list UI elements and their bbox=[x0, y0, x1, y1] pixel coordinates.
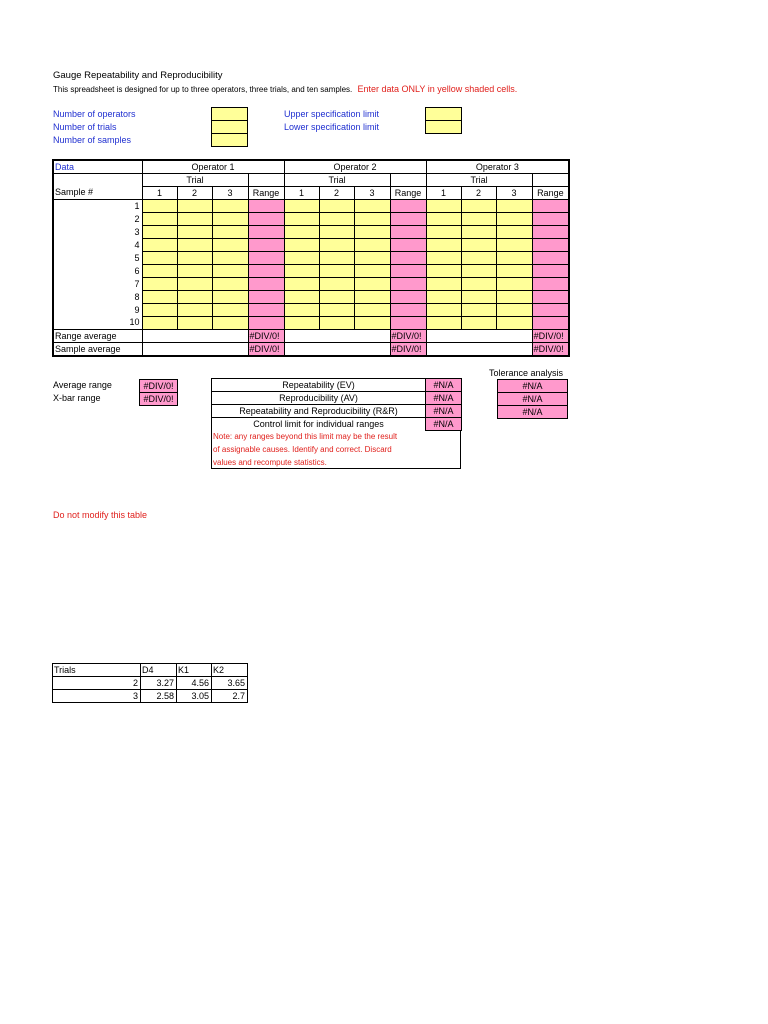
constants-cell: 3 bbox=[53, 690, 141, 703]
trial-3-header: 3 bbox=[354, 187, 390, 200]
measurement-cell[interactable] bbox=[177, 200, 212, 213]
trials-label: Number of trials bbox=[53, 122, 117, 132]
operators-input[interactable] bbox=[211, 107, 248, 121]
measurement-cell[interactable] bbox=[461, 304, 496, 317]
control-limit-label: Control limit for individual ranges bbox=[212, 418, 426, 431]
blank-cell bbox=[532, 174, 569, 187]
measurement-cell[interactable] bbox=[319, 239, 354, 252]
range-cell bbox=[248, 200, 284, 213]
constants-cell: 3.65 bbox=[212, 677, 248, 690]
measurement-cell[interactable] bbox=[177, 252, 212, 265]
xbar-range-value: #DIV/0! bbox=[139, 392, 178, 406]
description-text: This spreadsheet is designed for up to three operators, three trials, and ten samples. bbox=[53, 85, 353, 94]
measurement-cell[interactable] bbox=[461, 252, 496, 265]
operator-3-header: Operator 3 bbox=[426, 160, 569, 174]
range-cell bbox=[532, 291, 569, 304]
measurement-cell[interactable] bbox=[496, 200, 532, 213]
measurement-cell[interactable] bbox=[426, 252, 461, 265]
measurement-cell[interactable] bbox=[142, 226, 177, 239]
blank-cell bbox=[248, 174, 284, 187]
range-cell bbox=[248, 291, 284, 304]
range-cell bbox=[532, 200, 569, 213]
tolerance-ev-value: #N/A bbox=[498, 380, 568, 393]
sample-number: 10 bbox=[53, 317, 142, 330]
sample-number: 3 bbox=[53, 226, 142, 239]
measurement-cell[interactable] bbox=[426, 265, 461, 278]
tolerance-analysis-label: Tolerance analysis bbox=[489, 368, 564, 378]
constants-cell: 2 bbox=[53, 677, 141, 690]
blank-cell bbox=[390, 174, 426, 187]
sample-row bbox=[53, 304, 569, 317]
measurement-cell[interactable] bbox=[142, 304, 177, 317]
measurement-cell[interactable] bbox=[319, 252, 354, 265]
measurement-cell[interactable] bbox=[212, 291, 248, 304]
measurement-cell[interactable] bbox=[284, 239, 319, 252]
blank-cell bbox=[142, 343, 248, 357]
rr-label: Repeatability and Reproducibility (R&R) bbox=[212, 405, 426, 418]
measurement-cell[interactable] bbox=[461, 317, 496, 330]
usl-input[interactable] bbox=[425, 107, 462, 121]
trial-header: Trial bbox=[426, 174, 532, 187]
note-line-2: of assignable causes. Identify and correct. Discard bbox=[213, 445, 392, 454]
blank-cell bbox=[426, 343, 532, 357]
tolerance-rr-value: #N/A bbox=[498, 406, 568, 419]
range-cell bbox=[390, 226, 426, 239]
measurement-cell[interactable] bbox=[426, 278, 461, 291]
measurement-cell[interactable] bbox=[177, 265, 212, 278]
range-average-op1: #DIV/0! bbox=[248, 330, 284, 343]
range-average-label: Range average bbox=[53, 330, 142, 343]
range-header: Range bbox=[390, 187, 426, 200]
reproducibility-value: #N/A bbox=[426, 392, 462, 405]
lsl-input[interactable] bbox=[425, 120, 462, 134]
range-cell bbox=[390, 291, 426, 304]
measurement-cell[interactable] bbox=[212, 317, 248, 330]
sample-number: 8 bbox=[53, 291, 142, 304]
measurement-cell[interactable] bbox=[354, 304, 390, 317]
measurement-cell[interactable] bbox=[177, 278, 212, 291]
measurement-cell[interactable] bbox=[461, 265, 496, 278]
sample-row bbox=[53, 200, 569, 213]
samples-label: Number of samples bbox=[53, 135, 132, 145]
measurement-cell[interactable] bbox=[177, 291, 212, 304]
sample-number: 1 bbox=[53, 200, 142, 213]
measurement-cell[interactable] bbox=[284, 200, 319, 213]
sample-row bbox=[53, 278, 569, 291]
range-cell bbox=[248, 213, 284, 226]
range-average-op3: #DIV/0! bbox=[532, 330, 569, 343]
trial-3-header: 3 bbox=[496, 187, 532, 200]
measurement-cell[interactable] bbox=[354, 278, 390, 291]
range-cell bbox=[390, 278, 426, 291]
measurement-cell[interactable] bbox=[319, 265, 354, 278]
measurement-cell[interactable] bbox=[212, 252, 248, 265]
measurement-cell[interactable] bbox=[496, 252, 532, 265]
measurement-cell[interactable] bbox=[319, 226, 354, 239]
constants-cell: 2.7 bbox=[212, 690, 248, 703]
measurement-cell[interactable] bbox=[212, 200, 248, 213]
measurement-cell[interactable] bbox=[142, 265, 177, 278]
sample-number: 7 bbox=[53, 278, 142, 291]
measurement-cell[interactable] bbox=[284, 317, 319, 330]
trial-1-header: 1 bbox=[426, 187, 461, 200]
range-cell bbox=[532, 265, 569, 278]
sample-average-op3: #DIV/0! bbox=[532, 343, 569, 357]
range-cell bbox=[390, 213, 426, 226]
measurement-cell[interactable] bbox=[354, 226, 390, 239]
measurement-cell[interactable] bbox=[319, 213, 354, 226]
sample-number: 2 bbox=[53, 213, 142, 226]
sample-average-op1: #DIV/0! bbox=[248, 343, 284, 357]
repeatability-value: #N/A bbox=[426, 379, 462, 392]
measurement-cell[interactable] bbox=[177, 226, 212, 239]
range-cell bbox=[390, 317, 426, 330]
sample-average-label: Sample average bbox=[53, 343, 142, 357]
constants-header-d4: D4 bbox=[141, 664, 177, 677]
measurement-cell[interactable] bbox=[177, 304, 212, 317]
range-cell bbox=[248, 304, 284, 317]
measurement-cell[interactable] bbox=[142, 317, 177, 330]
sample-number-header: Sample # bbox=[53, 187, 142, 200]
trial-header: Trial bbox=[142, 174, 248, 187]
range-cell bbox=[248, 317, 284, 330]
operator-1-header: Operator 1 bbox=[142, 160, 284, 174]
reproducibility-label: Reproducibility (AV) bbox=[212, 392, 426, 405]
control-limit-value: #N/A bbox=[426, 418, 462, 431]
measurement-cell[interactable] bbox=[284, 226, 319, 239]
tolerance-table bbox=[497, 379, 568, 419]
constants-cell: 4.56 bbox=[177, 677, 212, 690]
measurement-cell[interactable] bbox=[354, 200, 390, 213]
sample-row bbox=[53, 226, 569, 239]
trial-header: Trial bbox=[284, 174, 390, 187]
range-header: Range bbox=[248, 187, 284, 200]
measurement-cell[interactable] bbox=[461, 239, 496, 252]
warning-text: Do not modify this table bbox=[53, 510, 148, 520]
range-cell bbox=[390, 304, 426, 317]
sample-number: 5 bbox=[53, 252, 142, 265]
measurement-cell[interactable] bbox=[426, 291, 461, 304]
sample-number: 4 bbox=[53, 239, 142, 252]
range-average-op2: #DIV/0! bbox=[390, 330, 426, 343]
measurement-cell[interactable] bbox=[319, 317, 354, 330]
measurement-cell[interactable] bbox=[212, 213, 248, 226]
range-header: Range bbox=[532, 187, 569, 200]
measurement-cell[interactable] bbox=[354, 239, 390, 252]
range-cell bbox=[532, 304, 569, 317]
constants-cell: 2.58 bbox=[141, 690, 177, 703]
measurement-cell[interactable] bbox=[212, 226, 248, 239]
trial-1-header: 1 bbox=[284, 187, 319, 200]
constants-header-k2: K2 bbox=[212, 664, 248, 677]
sample-row bbox=[53, 213, 569, 226]
average-range-value: #DIV/0! bbox=[139, 379, 178, 393]
average-range-label: Average range bbox=[53, 380, 112, 390]
measurement-cell[interactable] bbox=[284, 278, 319, 291]
trial-3-header: 3 bbox=[212, 187, 248, 200]
data-label: Data bbox=[53, 160, 142, 174]
measurement-cell[interactable] bbox=[354, 291, 390, 304]
measurement-cell[interactable] bbox=[177, 317, 212, 330]
range-cell bbox=[532, 278, 569, 291]
summary-table bbox=[211, 378, 462, 431]
measurement-cell[interactable] bbox=[284, 252, 319, 265]
measurement-cell[interactable] bbox=[142, 252, 177, 265]
range-cell bbox=[248, 278, 284, 291]
blank-cell bbox=[142, 330, 248, 343]
measurement-cell[interactable] bbox=[461, 226, 496, 239]
operator-2-header: Operator 2 bbox=[284, 160, 426, 174]
measurement-cell[interactable] bbox=[426, 200, 461, 213]
measurement-cell[interactable] bbox=[496, 317, 532, 330]
range-cell bbox=[248, 239, 284, 252]
constants-table bbox=[52, 663, 248, 703]
measurement-cell[interactable] bbox=[426, 213, 461, 226]
measurement-cell[interactable] bbox=[496, 226, 532, 239]
trial-2-header: 2 bbox=[177, 187, 212, 200]
measurement-cell[interactable] bbox=[177, 239, 212, 252]
measurement-cell[interactable] bbox=[212, 265, 248, 278]
measurement-cell[interactable] bbox=[496, 291, 532, 304]
note-line-1: Note: any ranges beyond this limit may be the result bbox=[213, 432, 398, 441]
blank-cell bbox=[426, 330, 532, 343]
blank-cell bbox=[53, 174, 142, 187]
sample-row bbox=[53, 239, 569, 252]
range-cell bbox=[390, 265, 426, 278]
measurement-cell[interactable] bbox=[496, 304, 532, 317]
measurement-cell[interactable] bbox=[177, 213, 212, 226]
measurement-cell[interactable] bbox=[212, 239, 248, 252]
trial-1-header: 1 bbox=[142, 187, 177, 200]
lsl-label: Lower specification limit bbox=[284, 122, 380, 132]
measurement-cell[interactable] bbox=[212, 304, 248, 317]
blank-cell bbox=[284, 343, 390, 357]
range-cell bbox=[248, 226, 284, 239]
measurement-cell[interactable] bbox=[319, 200, 354, 213]
constants-cell: 3.27 bbox=[141, 677, 177, 690]
measurement-cell[interactable] bbox=[142, 200, 177, 213]
samples-input[interactable] bbox=[211, 133, 248, 147]
measurement-cell[interactable] bbox=[319, 291, 354, 304]
blank-cell bbox=[284, 330, 390, 343]
range-cell bbox=[390, 200, 426, 213]
measurement-cell[interactable] bbox=[212, 278, 248, 291]
sample-row bbox=[53, 291, 569, 304]
range-cell bbox=[532, 226, 569, 239]
operators-label: Number of operators bbox=[53, 109, 136, 119]
measurement-cell[interactable] bbox=[142, 239, 177, 252]
range-cell bbox=[248, 252, 284, 265]
range-cell bbox=[390, 239, 426, 252]
measurement-cell[interactable] bbox=[284, 291, 319, 304]
tolerance-av-value: #N/A bbox=[498, 393, 568, 406]
measurement-cell[interactable] bbox=[284, 304, 319, 317]
measurement-cell[interactable] bbox=[284, 265, 319, 278]
sample-row bbox=[53, 265, 569, 278]
range-cell bbox=[390, 252, 426, 265]
measurement-cell[interactable] bbox=[142, 278, 177, 291]
measurement-cell[interactable] bbox=[461, 200, 496, 213]
measurement-cell[interactable] bbox=[426, 304, 461, 317]
measurement-cell[interactable] bbox=[354, 213, 390, 226]
measurement-cell[interactable] bbox=[496, 239, 532, 252]
range-cell bbox=[248, 265, 284, 278]
range-cell bbox=[532, 239, 569, 252]
measurement-cell[interactable] bbox=[354, 265, 390, 278]
measurement-cell[interactable] bbox=[142, 213, 177, 226]
measurement-cell[interactable] bbox=[319, 278, 354, 291]
range-cell bbox=[532, 213, 569, 226]
page-title: Gauge Repeatability and Reproducibility bbox=[53, 70, 223, 81]
measurement-cell[interactable] bbox=[461, 278, 496, 291]
measurement-cell[interactable] bbox=[461, 291, 496, 304]
measurement-cell[interactable] bbox=[319, 304, 354, 317]
measurement-cell[interactable] bbox=[284, 213, 319, 226]
sample-row bbox=[53, 317, 569, 330]
rr-value: #N/A bbox=[426, 405, 462, 418]
page-description bbox=[53, 84, 517, 94]
trial-2-header: 2 bbox=[461, 187, 496, 200]
measurement-cell[interactable] bbox=[142, 291, 177, 304]
sample-row bbox=[53, 252, 569, 265]
sample-number: 6 bbox=[53, 265, 142, 278]
constants-header-k1: K1 bbox=[177, 664, 212, 677]
usl-label: Upper specification limit bbox=[284, 109, 380, 119]
measurement-cell[interactable] bbox=[496, 265, 532, 278]
measurement-cell[interactable] bbox=[496, 278, 532, 291]
trials-input[interactable] bbox=[211, 120, 248, 134]
constants-header-trials: Trials bbox=[53, 664, 141, 677]
constants-cell: 3.05 bbox=[177, 690, 212, 703]
measurement-cell[interactable] bbox=[354, 252, 390, 265]
sample-number: 9 bbox=[53, 304, 142, 317]
range-cell bbox=[532, 252, 569, 265]
measurement-cell[interactable] bbox=[426, 239, 461, 252]
measurement-cell[interactable] bbox=[496, 213, 532, 226]
xbar-range-label: X-bar range bbox=[53, 393, 101, 403]
instruction-text: Enter data ONLY in yellow shaded cells. bbox=[357, 84, 518, 94]
range-cell bbox=[532, 317, 569, 330]
repeatability-label: Repeatability (EV) bbox=[212, 379, 426, 392]
note-line-3: values and recompute statistics. bbox=[213, 458, 327, 467]
measurement-cell[interactable] bbox=[354, 317, 390, 330]
sample-average-op2: #DIV/0! bbox=[390, 343, 426, 357]
measurement-cell[interactable] bbox=[461, 213, 496, 226]
data-table bbox=[52, 159, 570, 357]
measurement-cell[interactable] bbox=[426, 317, 461, 330]
measurement-cell[interactable] bbox=[426, 226, 461, 239]
trial-2-header: 2 bbox=[319, 187, 354, 200]
